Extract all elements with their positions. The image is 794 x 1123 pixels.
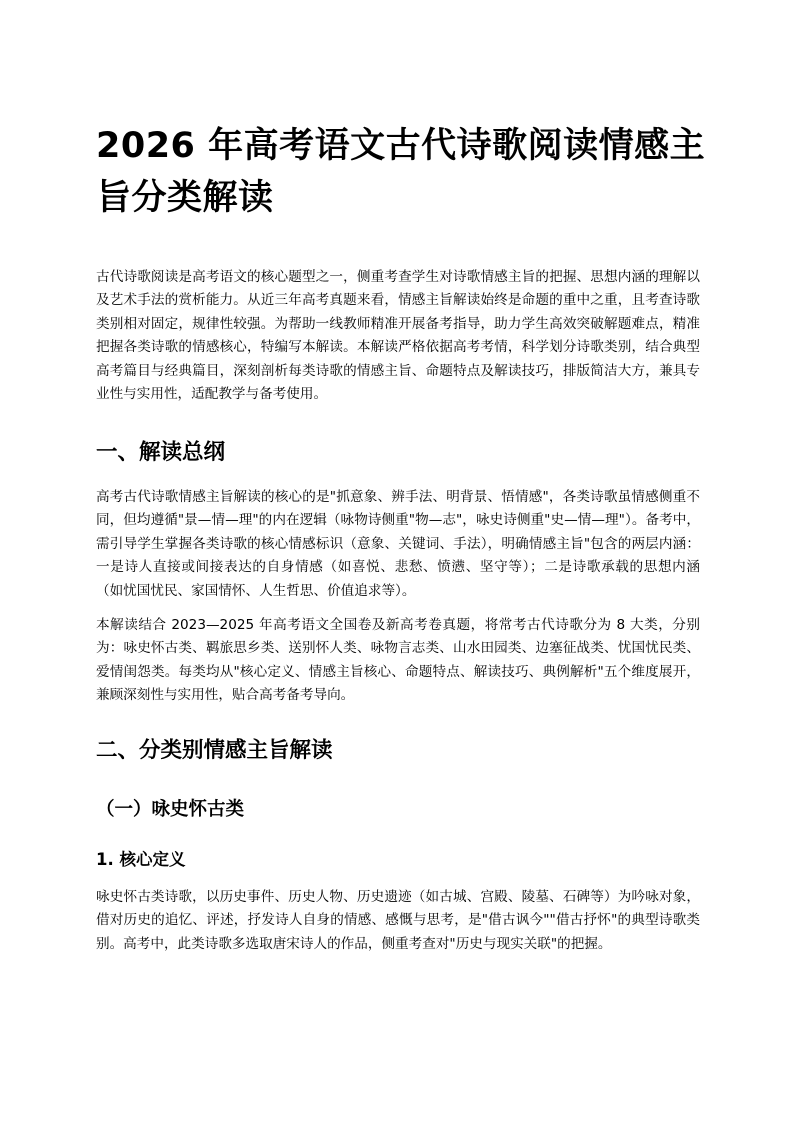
document-title: 2026 年高考语文古代诗歌阅读情感主旨分类解读 (96, 126, 706, 218)
overview-paragraph-2: 本解读结合 2023—2025 年高考语文全国卷及新高考卷真题，将常考古代诗歌分为 8 大类，分别为：咏史怀古类、羁旅思乡类、送别怀人类、咏物言志类、山水田园类、边塞征战类、忧国忧民类、爱情闺怨类。每类均从"核心定义、情感主旨核心、命题特点、解读技巧、典例解析"五个维度展开，兼顾深刻性与实用性，贴合高考备考导向。 (96, 617, 700, 704)
section-heading-overview: 一、解读总纲 (96, 440, 226, 465)
overview-paragraph-1: 高考古代诗歌情感主旨解读的核心的是"抓意象、辨手法、明背景、悟情感"，各类诗歌虽情感侧重不同，但均遵循"景—情—理"的内在逻辑（咏物诗侧重"物—志"，咏史诗侧重"史—情—理"）。备考中，需引导学生掌握各类诗歌的核心情感标识（意象、关键词、手法），明确情感主旨"包含的两层内涵：一是诗人直接或间接表达的自身情感（如喜悦、悲愁、愤懑、坚守等）；二是诗歌承载的思想内涵（如忧国忧民、家国情怀、人生哲思、价值追求等）。 (96, 489, 700, 599)
subsection-heading-history: （一）咏史怀古类 (96, 799, 245, 820)
definition-paragraph: 咏史怀古类诗歌，以历史事件、历史人物、历史遗迹（如古城、宫殿、陵墓、石碑等）为吟咏对象，借对历史的追忆、评述，抒发诗人自身的情感、感慨与思考，是"借古讽今""借古抒怀"的典型诗歌类别。高考中，此类诗歌多选取唐宋诗人的作品，侧重考查对"历史与现实关联"的把握。 (96, 889, 700, 952)
section-heading-categories: 二、分类别情感主旨解读 (96, 738, 333, 763)
item-heading-definition: 1. 核心定义 (96, 850, 186, 869)
intro-paragraph: 古代诗歌阅读是高考语文的核心题型之一，侧重考查学生对诗歌情感主旨的把握、思想内涵的理解以及艺术手法的赏析能力。从近三年高考真题来看，情感主旨解读始终是命题的重中之重，且考查诗歌类别相对固定，规律性较强。为帮助一线教师精准开展备考指导，助力学生高效突破解题难点，精准把握各类诗歌的情感核心，特编写本解读。本解读严格依据高考考情，科学划分诗歌类别，结合典型高考篇目与经典篇目，深刻剖析每类诗歌的情感主旨、命题特点及解读技巧，排版简洁大方，兼具专业性与实用性，适配教学与备考使用。 (96, 269, 700, 403)
